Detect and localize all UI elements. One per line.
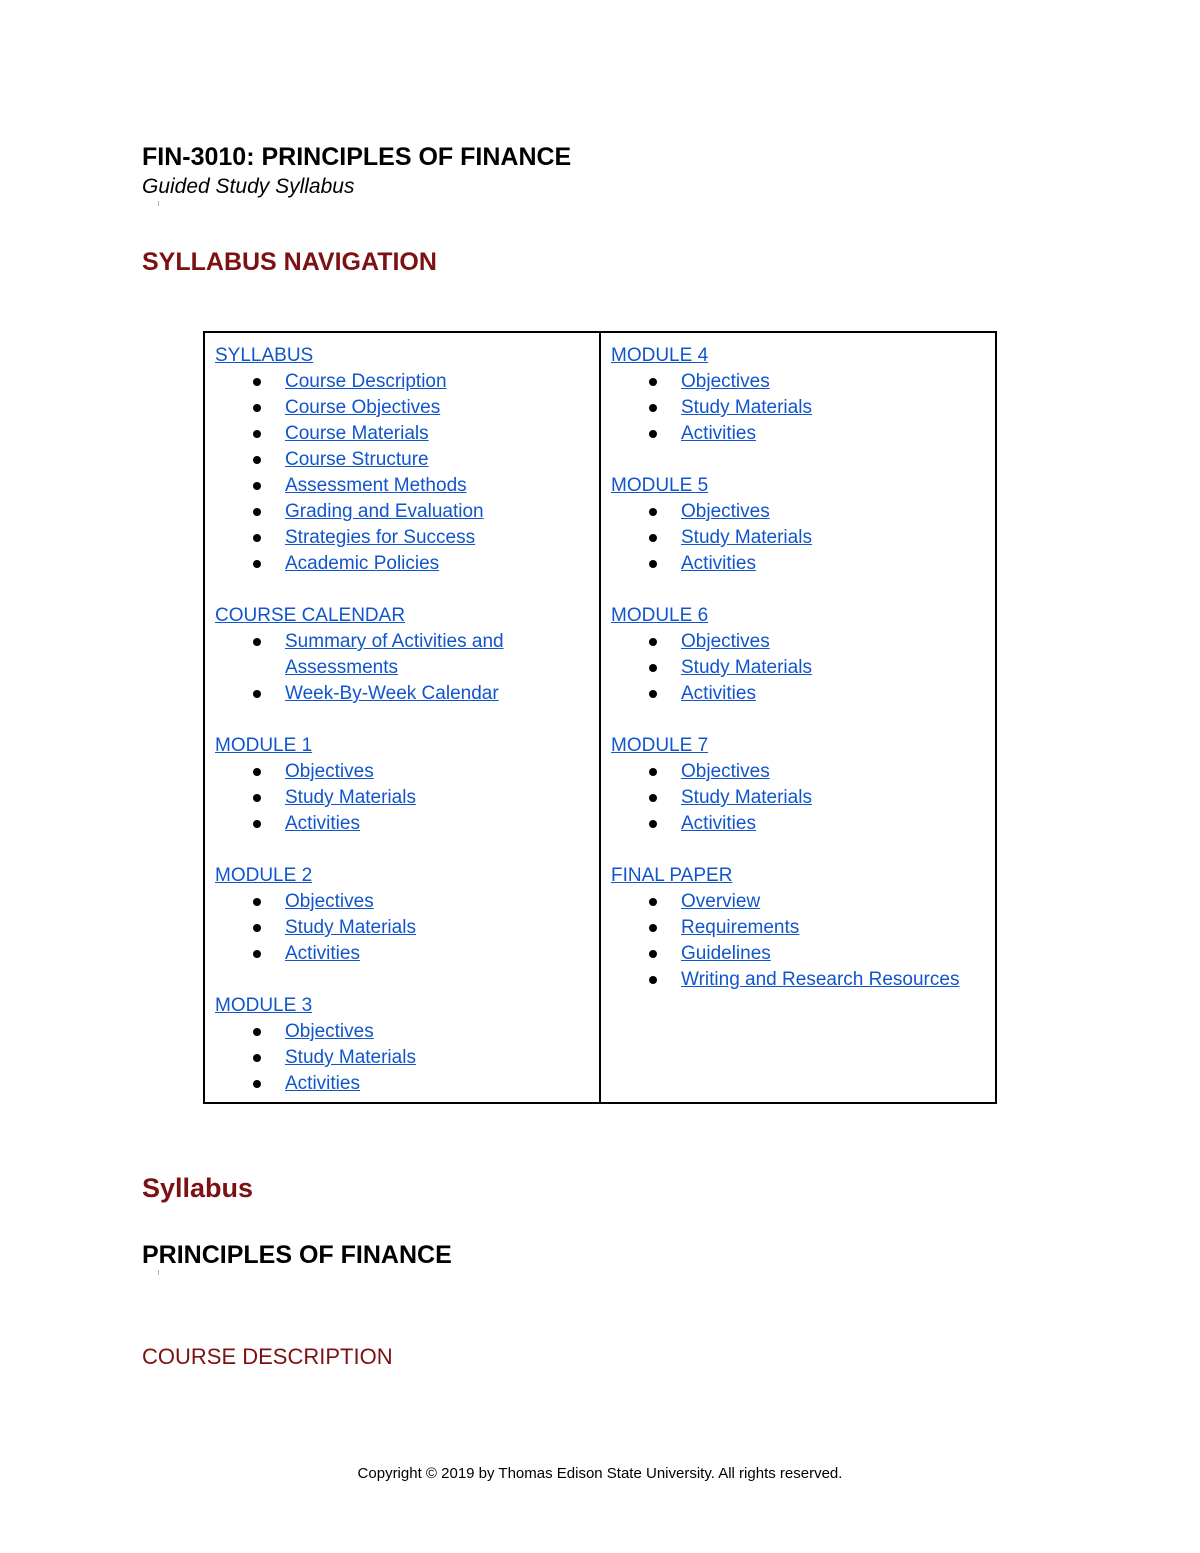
nav-link-requirements[interactable]: Requirements: [681, 917, 800, 938]
bullet-icon: [253, 1080, 261, 1088]
nav-group-module-5: [611, 473, 995, 577]
nav-link-module-6[interactable]: MODULE 6: [611, 605, 709, 626]
nav-link-module-7[interactable]: MODULE 7: [611, 735, 709, 756]
bullet-icon: [649, 508, 657, 516]
nav-group-module-7: [611, 733, 995, 837]
nav-list-item: [611, 499, 995, 525]
nav-link-activities[interactable]: Activities: [681, 423, 756, 444]
nav-link-objectives[interactable]: Objectives: [285, 1021, 374, 1042]
bullet-icon: [649, 950, 657, 958]
text-cursor-mark: [158, 1270, 159, 1275]
navigation-left-column: [205, 333, 599, 1102]
bullet-icon: [253, 1028, 261, 1036]
nav-sublist: [215, 889, 599, 967]
nav-list-item: [215, 395, 599, 421]
bullet-icon: [649, 664, 657, 672]
nav-link-study-materials[interactable]: Study Materials: [681, 787, 812, 808]
nav-link-module-1[interactable]: MODULE 1: [215, 735, 313, 756]
nav-link-course-structure[interactable]: Course Structure: [285, 449, 429, 470]
bullet-icon: [253, 482, 261, 490]
nav-group-module-6: [611, 603, 995, 707]
bullet-icon: [649, 638, 657, 646]
bullet-icon: [649, 820, 657, 828]
nav-link-week-by-week-calendar[interactable]: Week-By-Week Calendar: [285, 683, 499, 704]
nav-list-item: [215, 421, 599, 447]
nav-sublist: [611, 889, 995, 993]
nav-list-item: [215, 1071, 599, 1097]
nav-link-writing-and-research-resources[interactable]: Writing and Research Resources: [681, 969, 960, 990]
course-description-heading: COURSE DESCRIPTION: [142, 1344, 393, 1369]
nav-link-module-2[interactable]: MODULE 2: [215, 865, 313, 886]
nav-list-item: [215, 1019, 599, 1045]
nav-group-module-1: [215, 733, 599, 837]
bullet-icon: [253, 508, 261, 516]
bullet-icon: [649, 534, 657, 542]
nav-list-item: [611, 941, 995, 967]
text-cursor-mark: [158, 201, 159, 206]
nav-sublist: [611, 629, 995, 707]
nav-link-objectives[interactable]: Objectives: [285, 891, 374, 912]
nav-sublist: [611, 499, 995, 577]
document-subtitle: Guided Study Syllabus: [142, 175, 355, 198]
bullet-icon: [649, 690, 657, 698]
nav-group-module-3: [215, 993, 599, 1097]
bullet-icon: [649, 404, 657, 412]
bullet-icon: [649, 924, 657, 932]
bullet-icon: [649, 430, 657, 438]
nav-link-course-objectives[interactable]: Course Objectives: [285, 397, 441, 418]
bullet-icon: [649, 976, 657, 984]
nav-link-study-materials[interactable]: Study Materials: [681, 527, 812, 548]
bullet-icon: [253, 534, 261, 542]
document-title: FIN-3010: PRINCIPLES OF FINANCE: [142, 143, 572, 171]
nav-list-item: [611, 889, 995, 915]
nav-sublist: [611, 369, 995, 447]
nav-list-item: [215, 525, 599, 551]
nav-link-syllabus[interactable]: SYLLABUS: [215, 345, 314, 366]
nav-list-item: [611, 681, 995, 707]
nav-list-item: [611, 759, 995, 785]
nav-link-objectives[interactable]: Objectives: [681, 761, 770, 782]
bullet-icon: [253, 378, 261, 386]
nav-link-activities[interactable]: Activities: [285, 943, 360, 964]
nav-list-item: [215, 889, 599, 915]
bullet-icon: [253, 404, 261, 412]
nav-group-module-2: [215, 863, 599, 967]
nav-link-activities[interactable]: Activities: [681, 553, 756, 574]
nav-link-course-calendar[interactable]: COURSE CALENDAR: [215, 605, 406, 626]
nav-link-summary-of-activities-and-assessments[interactable]: Summary of Activities and Assessments: [285, 631, 504, 678]
nav-list-item: [611, 811, 995, 837]
nav-link-study-materials[interactable]: Study Materials: [681, 397, 812, 418]
nav-list-item: [611, 551, 995, 577]
nav-link-activities[interactable]: Activities: [285, 813, 360, 834]
copyright-footer: Copyright © 2019 by Thomas Edison State University. All rights reserved.: [357, 1465, 843, 1482]
nav-group-final-paper: [611, 863, 995, 993]
nav-list-item: [215, 681, 599, 707]
bullet-icon: [253, 560, 261, 568]
nav-list-item: [215, 447, 599, 473]
nav-link-study-materials[interactable]: Study Materials: [285, 917, 416, 938]
nav-link-objectives[interactable]: Objectives: [681, 631, 770, 652]
nav-list-item: [215, 785, 599, 811]
bullet-icon: [649, 560, 657, 568]
nav-list-item: [611, 395, 995, 421]
nav-sublist: [611, 759, 995, 837]
nav-link-study-materials[interactable]: Study Materials: [285, 1047, 416, 1068]
bullet-icon: [253, 430, 261, 438]
nav-link-assessment-methods[interactable]: Assessment Methods: [285, 475, 467, 496]
nav-group-module-4: [611, 343, 995, 447]
nav-list-item: [611, 655, 995, 681]
bullet-icon: [253, 950, 261, 958]
syllabus-navigation-table: [203, 331, 997, 1104]
nav-sublist: [215, 369, 599, 577]
nav-link-study-materials[interactable]: Study Materials: [285, 787, 416, 808]
nav-sublist: [215, 759, 599, 837]
nav-list-item: [215, 499, 599, 525]
nav-link-study-materials[interactable]: Study Materials: [681, 657, 812, 678]
bullet-icon: [253, 456, 261, 464]
nav-link-course-materials[interactable]: Course Materials: [285, 423, 429, 444]
nav-list-item: [215, 551, 599, 577]
nav-link-strategies-for-success[interactable]: Strategies for Success: [285, 527, 476, 548]
bullet-icon: [253, 820, 261, 828]
nav-group-syllabus: [215, 343, 599, 577]
nav-list-item: [215, 629, 599, 681]
bullet-icon: [253, 924, 261, 932]
nav-link-objectives[interactable]: Objectives: [681, 501, 770, 522]
bullet-icon: [649, 794, 657, 802]
nav-link-objectives[interactable]: Objectives: [285, 761, 374, 782]
nav-link-objectives[interactable]: Objectives: [681, 371, 770, 392]
syllabus-navigation-heading: SYLLABUS NAVIGATION: [142, 248, 437, 276]
nav-link-module-4[interactable]: MODULE 4: [611, 345, 709, 366]
nav-link-grading-and-evaluation[interactable]: Grading and Evaluation: [285, 501, 484, 522]
bullet-icon: [649, 898, 657, 906]
bullet-icon: [649, 378, 657, 386]
bullet-icon: [253, 794, 261, 802]
nav-sublist: [215, 629, 599, 707]
bullet-icon: [253, 768, 261, 776]
nav-list-item: [215, 811, 599, 837]
nav-link-module-5[interactable]: MODULE 5: [611, 475, 709, 496]
bullet-icon: [253, 898, 261, 906]
nav-list-item: [215, 941, 599, 967]
nav-list-item: [215, 915, 599, 941]
nav-list-item: [215, 1045, 599, 1071]
bullet-icon: [649, 768, 657, 776]
syllabus-heading: Syllabus: [142, 1173, 254, 1203]
nav-link-final-paper[interactable]: FINAL PAPER: [611, 865, 733, 886]
nav-link-academic-policies[interactable]: Academic Policies: [285, 553, 440, 574]
nav-list-item: [611, 785, 995, 811]
nav-list-item: [611, 967, 995, 993]
nav-list-item: [611, 421, 995, 447]
bullet-icon: [253, 690, 261, 698]
nav-list-item: [611, 369, 995, 395]
bullet-icon: [253, 1054, 261, 1062]
nav-list-item: [215, 473, 599, 499]
nav-link-activities[interactable]: Activities: [681, 683, 756, 704]
nav-list-item: [215, 759, 599, 785]
nav-list-item: [611, 915, 995, 941]
navigation-right-column: [599, 333, 995, 1102]
nav-list-item: [215, 369, 599, 395]
nav-link-module-3[interactable]: MODULE 3: [215, 995, 313, 1016]
nav-link-activities[interactable]: Activities: [681, 813, 756, 834]
course-title: PRINCIPLES OF FINANCE: [142, 1241, 452, 1269]
nav-link-activities[interactable]: Activities: [285, 1073, 360, 1094]
nav-link-course-description[interactable]: Course Description: [285, 371, 447, 392]
nav-link-guidelines[interactable]: Guidelines: [681, 943, 771, 964]
bullet-icon: [253, 638, 261, 646]
nav-list-item: [611, 525, 995, 551]
nav-group-course-calendar: [215, 603, 599, 707]
nav-sublist: [215, 1019, 599, 1097]
nav-list-item: [611, 629, 995, 655]
nav-link-overview[interactable]: Overview: [681, 891, 761, 912]
